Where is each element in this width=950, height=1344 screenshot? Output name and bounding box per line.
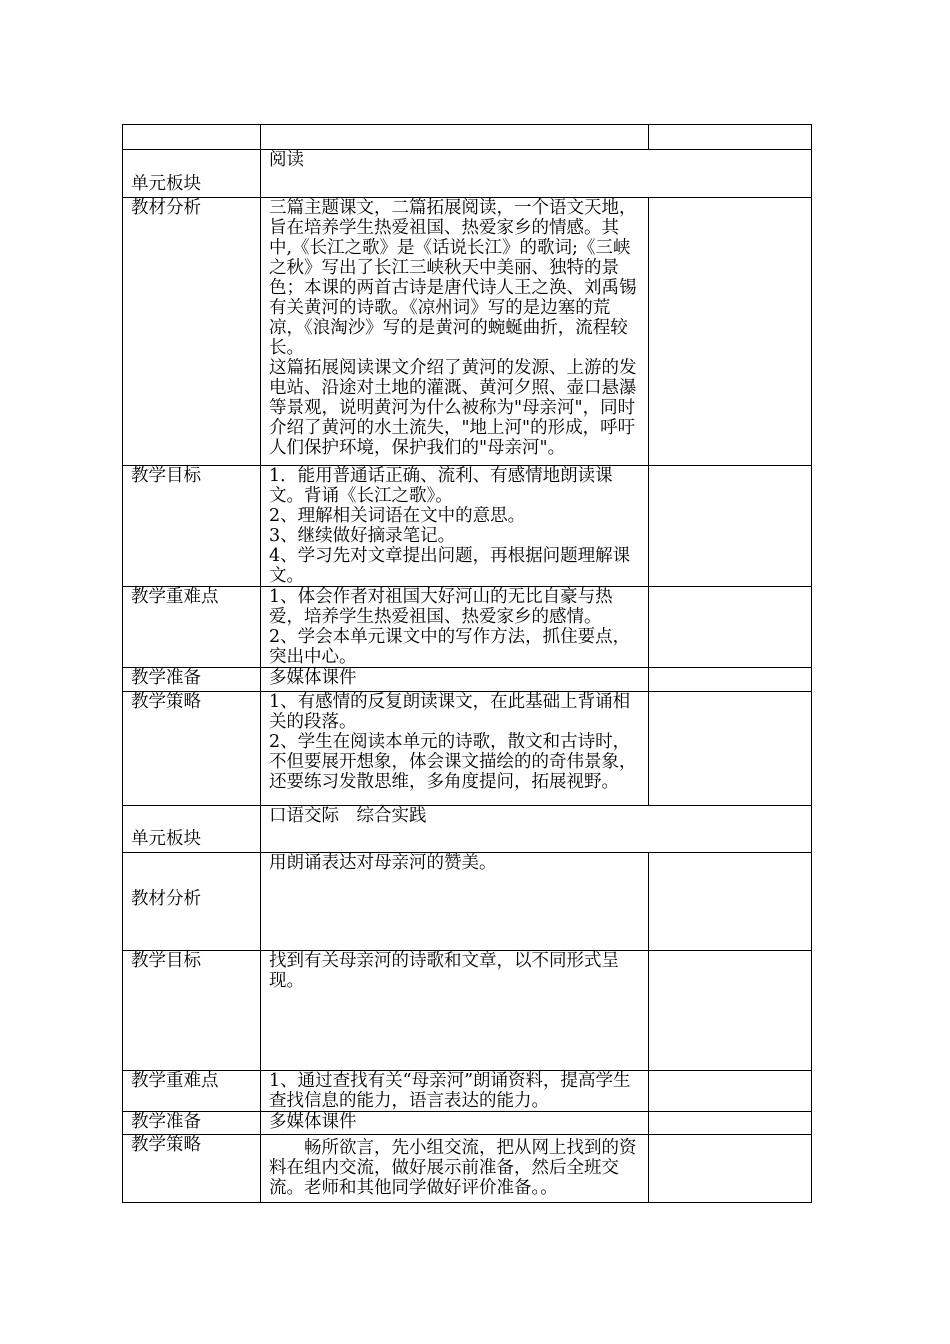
row-content <box>261 1112 649 1135</box>
table-row <box>123 1112 812 1135</box>
paragraph: 1、有感情的反复朗读课文，在此基础上背诵相关的段落。 <box>269 692 631 732</box>
row-label: 教材分析 <box>123 853 261 951</box>
paragraph: 多媒体课件 <box>269 668 357 688</box>
unit-block-value: 阅读 <box>261 150 812 198</box>
table-row <box>123 466 812 587</box>
row-label: 教学重难点 <box>123 1071 261 1112</box>
row-content <box>261 853 649 951</box>
paragraph: 4、学习先对文章提出问题，再根据问题理解课文。 <box>269 546 631 586</box>
paragraph: 找到有关母亲河的诗歌和文章，以不同形式呈现。 <box>269 951 619 991</box>
paragraph: 用朗诵表达对母亲河的赞美。 <box>269 853 497 873</box>
empty-cell <box>123 125 261 150</box>
empty-cell <box>649 1135 812 1203</box>
row-content <box>261 466 649 587</box>
empty-cell <box>649 198 812 466</box>
empty-cell <box>649 668 812 692</box>
table-row <box>123 668 812 692</box>
row-label: 单元板块 <box>123 806 261 853</box>
table-row <box>123 587 812 668</box>
unit-block-row <box>123 806 812 853</box>
table-row <box>123 198 812 466</box>
empty-cell <box>649 466 812 587</box>
empty-cell <box>649 853 812 951</box>
empty-cell <box>649 692 812 806</box>
unit-block-value: 口语交际 综合实践 <box>261 806 812 853</box>
paragraph: 1、体会作者对祖国大好河山的无比自豪与热爱，培养学生热爱祖国、热爱家乡的感情。 <box>269 587 613 627</box>
empty-cell <box>649 951 812 1071</box>
paragraph: 2、理解相关词语在文中的意思。 <box>269 506 526 526</box>
paragraph: 2、学会本单元课文中的写作方法，抓住要点，突出中心。 <box>269 627 631 667</box>
row-content <box>261 1071 649 1112</box>
row-content <box>261 198 649 466</box>
empty-cell <box>649 1112 812 1135</box>
row-content <box>261 951 649 1071</box>
row-label: 单元板块 <box>123 150 261 198</box>
row-content <box>261 668 649 692</box>
row-content <box>261 1135 649 1203</box>
empty-cell <box>261 125 649 150</box>
row-label: 教学策略 <box>123 692 261 806</box>
row-label: 教学准备 <box>123 1112 261 1135</box>
paragraph: 2、学生在阅读本单元的诗歌，散文和古诗时，不但要展开想象，体会课文描绘的的奇伟景象，还要练习发散思维，多角度提问，拓展视野。 <box>269 732 637 792</box>
unit-block-row <box>123 150 812 198</box>
row-label: 教学重难点 <box>123 587 261 668</box>
table-row <box>123 692 812 806</box>
empty-cell <box>649 125 812 150</box>
row-label: 教学准备 <box>123 668 261 692</box>
table-row <box>123 853 812 951</box>
table-row <box>123 951 812 1071</box>
table-row <box>123 1135 812 1203</box>
lesson-plan-table <box>122 124 812 1203</box>
paragraph: 三篇主题课文，二篇拓展阅读，一个语文天地，旨在培养学生热爱祖国、热爱家乡的情感。其中,《长江之歌》是《话说长江》的歌词;《三峡之秋》写出了长江三峡秋天中美丽、独特的景色；本课的两首古诗是唐代诗人王之涣、刘禹锡有关黄河的诗歌。《凉州词》写的是边塞的荒凉，《浪淘沙》写的是黄河的蜿蜒曲折，流程较长。 <box>269 198 637 358</box>
row-label: 教材分析 <box>123 198 261 466</box>
row-content <box>261 692 649 806</box>
paragraph: 1．能用普通话正确、流利、有感情地朗读课文。背诵《长江之歌》。 <box>269 466 613 506</box>
empty-cell <box>649 1071 812 1112</box>
paragraph: 1、通过查找有关“母亲河”朗诵资料，提高学生查找信息的能力，语言表达的能力。 <box>269 1071 631 1111</box>
empty-cell <box>649 587 812 668</box>
row-label: 教学目标 <box>123 466 261 587</box>
paragraph: 这篇拓展阅读课文介绍了黄河的发源、上游的发电站、沿途对土地的灌溉、黄河夕照、壶口悬瀑等景观，说明黄河为什么被称为"母亲河"，同时介绍了黄河的水土流失，"地上河"的形成，呼吁人们保护环境，保护我们的"母亲河"。 <box>269 358 637 458</box>
row-label: 教学目标 <box>123 951 261 1071</box>
table-header-row <box>123 125 812 150</box>
row-content <box>261 587 649 668</box>
paragraph: 3、继续做好摘录笔记。 <box>269 526 456 546</box>
paragraph: 多媒体课件 <box>269 1112 357 1132</box>
table-row <box>123 1071 812 1112</box>
paragraph: 畅所欲言，先小组交流，把从网上找到的资料在组内交流，做好展示前准备，然后全班交流。老师和其他同学做好评价准备。。 <box>269 1138 637 1198</box>
row-label: 教学策略 <box>123 1135 261 1203</box>
